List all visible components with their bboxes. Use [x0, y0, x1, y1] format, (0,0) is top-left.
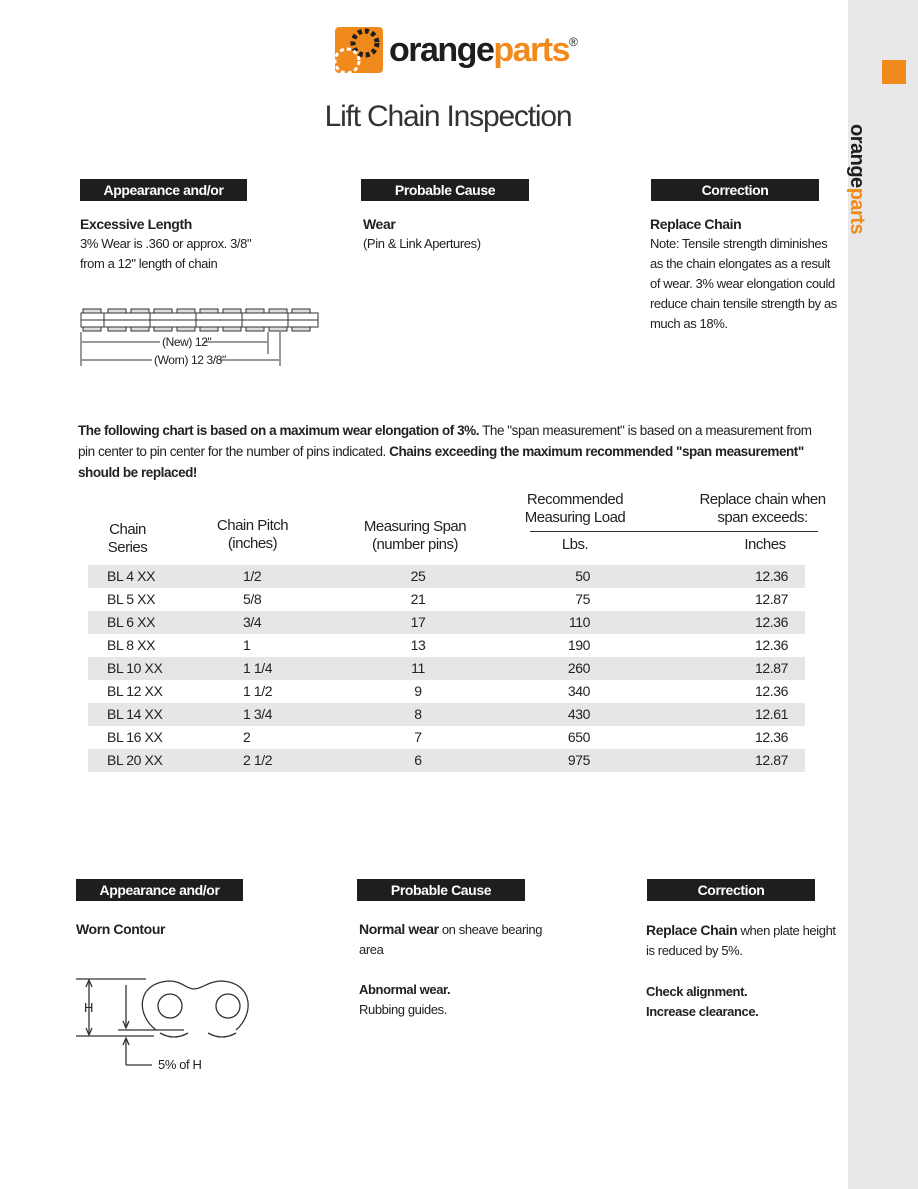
cell-replace: 12.36	[754, 729, 788, 745]
cell-span: 13	[410, 637, 426, 653]
cell-series: BL 14 XX	[107, 706, 163, 722]
cell-load: 975	[567, 752, 590, 768]
cell-span: 8	[414, 706, 422, 722]
header-symptom-2: Appearance and/or symptom	[76, 879, 243, 901]
col-header-load-unit: Lbs.	[561, 536, 589, 553]
cell-span: 11	[411, 660, 425, 676]
col-header-pitch: Chain Pitch (inches)	[216, 517, 289, 552]
correction-text: reduce chain tensile strength by as	[650, 296, 837, 311]
header-correction: Correction	[651, 179, 819, 201]
cell-pitch: 5/8	[243, 591, 262, 607]
correction-text: much as 18%.	[650, 316, 728, 331]
cell-replace: 12.36	[754, 637, 788, 653]
correction-text: of wear. 3% wear elongation could	[650, 276, 835, 291]
correction-replace: Replace Chain	[646, 922, 738, 938]
correction-text: is reduced by 5%.	[646, 943, 743, 958]
side-strip	[848, 0, 918, 1189]
cell-series: BL 6 XX	[107, 614, 156, 630]
cause-abnormal-wear: Abnormal wear.	[359, 982, 451, 997]
symptom-text: from a 12" length of chain	[80, 256, 218, 271]
cell-replace: 12.87	[754, 660, 788, 676]
correction-text: when plate height	[737, 923, 836, 938]
worn-length-label: (Worn) 12 3/8"	[154, 353, 226, 367]
cell-load: 650	[567, 729, 590, 745]
cell-load: 260	[567, 660, 590, 676]
symptom-title-2: Worn Contour	[76, 921, 166, 937]
cell-load: 110	[568, 614, 590, 630]
cell-replace: 12.36	[754, 568, 788, 584]
table-row	[88, 611, 805, 634]
symptom-text: 3% Wear is .360 or approx. 3/8"	[80, 236, 252, 251]
cell-span: 21	[410, 591, 426, 607]
cell-pitch: 1	[243, 637, 251, 653]
cell-pitch: 3/4	[243, 614, 262, 630]
cell-pitch: 1/2	[243, 568, 262, 584]
table-row	[88, 680, 805, 703]
cause-title: Wear	[363, 216, 396, 232]
correction-text: as the chain elongates as a result	[650, 256, 831, 271]
correction-text: Note: Tensile strength diminishes	[650, 236, 828, 251]
table-row	[88, 703, 805, 726]
logo-text-orange: orange	[389, 30, 494, 69]
header-cause: Probable Cause	[361, 179, 529, 201]
table-row	[88, 588, 805, 611]
cell-series: BL 4 XX	[107, 568, 156, 584]
cell-replace: 12.87	[754, 591, 788, 607]
gear-logo-icon	[335, 27, 383, 73]
intro-warning: Chains exceeding the maximum recommended "span measurement" should be replaced!	[78, 444, 804, 480]
cause-normal-wear: Normal wear	[359, 921, 439, 937]
chart-intro	[78, 420, 818, 483]
cause-text: Rubbing guides.	[359, 1002, 447, 1017]
cell-series: BL 20 XX	[107, 752, 163, 768]
cell-pitch: 1 1/4	[243, 660, 273, 676]
five-percent-label: 5% of H	[158, 1057, 202, 1072]
cell-span: 7	[414, 729, 422, 745]
cell-pitch: 2	[243, 729, 251, 745]
header-symptom: Appearance and/or symptom	[80, 179, 247, 201]
table-row	[88, 634, 805, 657]
cell-span: 6	[414, 752, 422, 768]
cell-replace: 12.61	[754, 706, 788, 722]
col-header-span: Measuring Span (number pins)	[363, 518, 467, 553]
col-header-load: Recommended Measuring Load	[524, 491, 626, 526]
intro-bold: The following chart is based on a maximum wear elongation of 3%.	[78, 423, 480, 438]
cell-load: 340	[567, 683, 590, 699]
cell-span: 9	[414, 683, 422, 699]
cell-series: BL 10 XX	[107, 660, 163, 676]
cell-series: BL 5 XX	[107, 591, 156, 607]
side-logo: orangeparts	[846, 124, 868, 235]
correction-clearance: Increase clearance.	[646, 1004, 759, 1019]
cell-load: 430	[567, 706, 590, 722]
brand-logo	[335, 27, 578, 73]
registered-mark: ®	[569, 35, 578, 49]
cause-text: on sheave bearing	[438, 922, 543, 937]
h-label: H	[84, 1000, 93, 1015]
table-row	[88, 749, 805, 772]
intro-text: The "span measurement" is based on a measurement from pin center to pin center for the number of pins indicated.	[78, 423, 812, 459]
table-row	[88, 657, 805, 680]
cell-series: BL 12 XX	[107, 683, 163, 699]
gear-logo-icon	[882, 60, 906, 84]
cell-series: BL 16 XX	[107, 729, 163, 745]
col-header-replace-unit: Inches	[744, 536, 786, 553]
cell-series: BL 8 XX	[107, 637, 156, 653]
cause-text: area	[359, 942, 384, 957]
header-divider	[530, 531, 818, 532]
logo-text-parts: parts	[493, 30, 569, 69]
cell-replace: 12.87	[754, 752, 788, 768]
cell-pitch: 2 1/2	[243, 752, 273, 768]
header-cause-2: Probable Cause	[357, 879, 525, 901]
cell-load: 190	[567, 637, 590, 653]
new-length-label: (New) 12"	[162, 335, 212, 349]
cell-load: 75	[575, 591, 590, 607]
table-row	[88, 565, 805, 588]
cell-replace: 12.36	[754, 614, 788, 630]
page-title: Lift Chain Inspection	[324, 100, 572, 133]
col-header-replace: Replace chain when span exceeds:	[699, 491, 826, 526]
table-row	[88, 726, 805, 749]
symptom-title: Excessive Length	[80, 216, 192, 232]
correction-alignment: Check alignment.	[646, 984, 748, 999]
correction-title: Replace Chain	[650, 216, 742, 232]
cause-text: (Pin & Link Apertures)	[363, 236, 481, 251]
col-header-series: Chain Series	[107, 521, 148, 556]
cell-span: 17	[410, 614, 426, 630]
cell-load: 50	[575, 568, 590, 584]
cell-span: 25	[410, 568, 426, 584]
cell-replace: 12.36	[754, 683, 788, 699]
cell-pitch: 1 1/2	[243, 683, 273, 699]
cell-pitch: 1 3/4	[243, 706, 273, 722]
header-correction-2: Correction	[647, 879, 815, 901]
